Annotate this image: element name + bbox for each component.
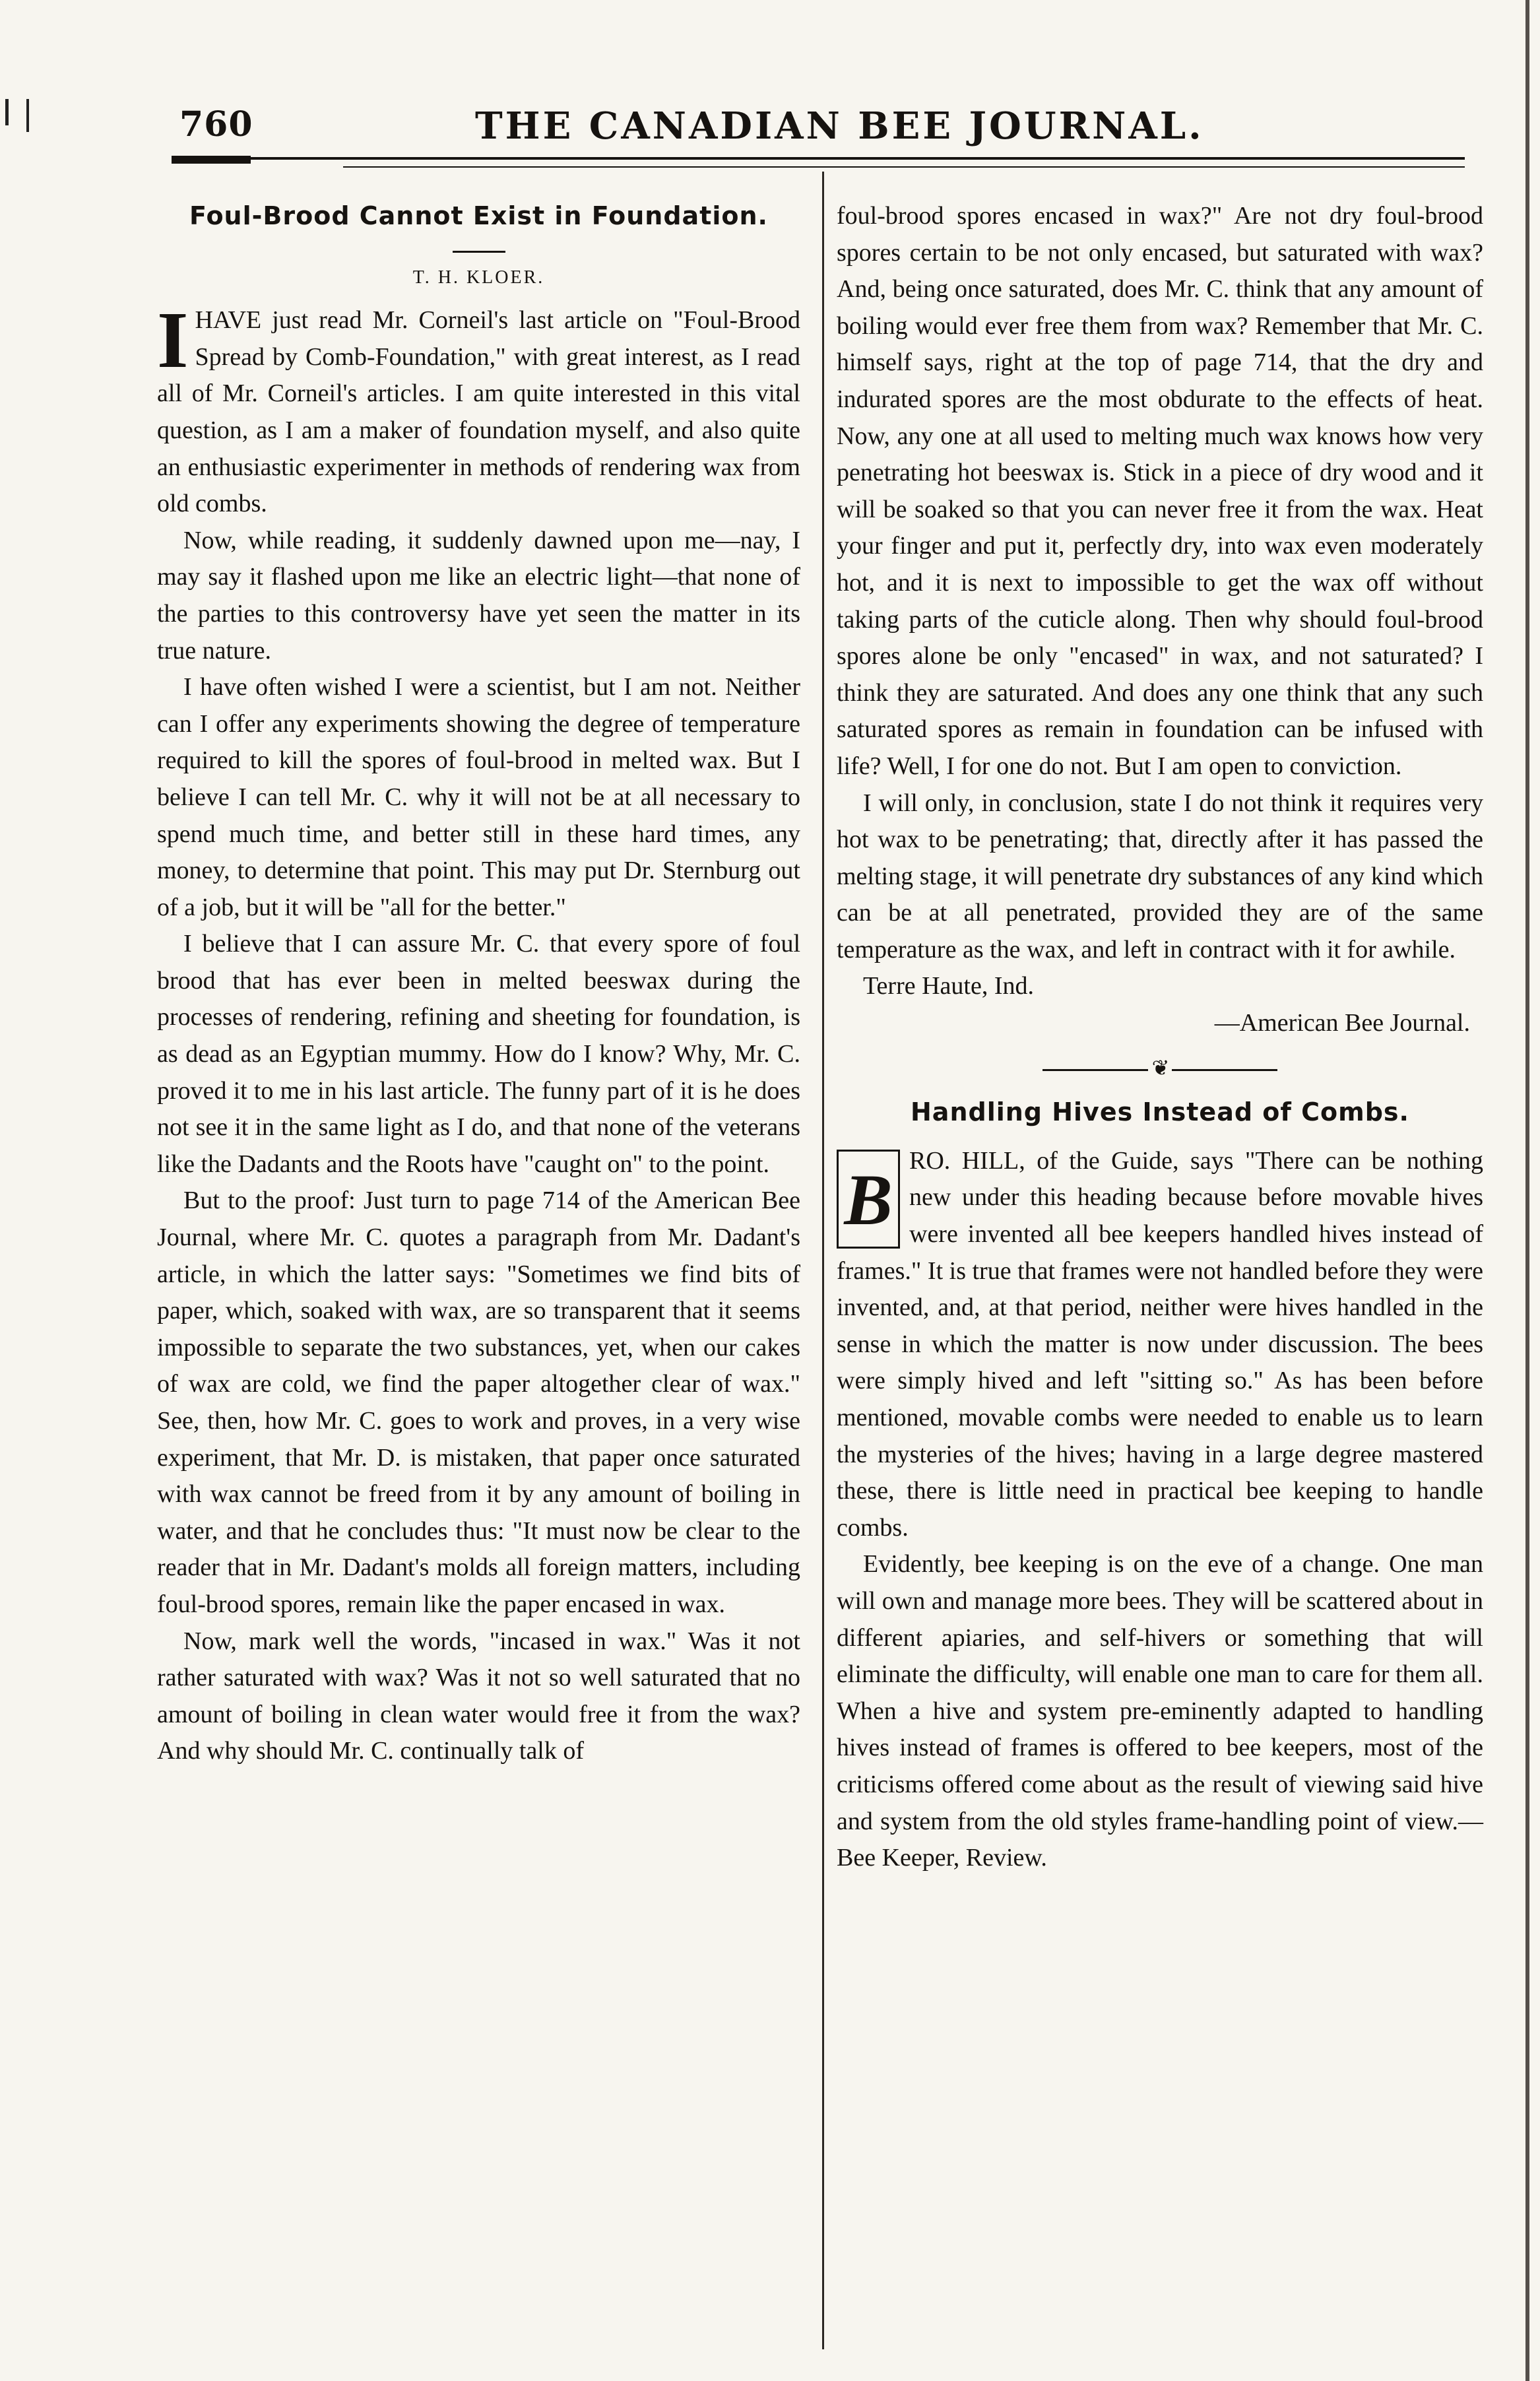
header-rule-heavy	[172, 156, 251, 164]
article-paragraph: IHAVE just read Mr. Corneil's last article on "Foul-Brood Spread by Comb-Foundation," with great interest, as I read all of Mr. Corneil's articles. I am quite interested in this vital question, as I am a maker of foundation myself, and also quite an enthusiastic experimenter in methods of rendering wax from old combs.	[157, 296, 800, 518]
margin-mark	[5, 99, 9, 125]
article-author: T. H. KLOER.	[412, 267, 545, 288]
article-paragraph: I have often wished I were a scientist, but I am not. Neither can I offer any experiments showing the degree of temperature required to kill the spores of foul-brood in melted wax. But I believe I can tell Mr. C. why it will not be at all necessary to spend much time, and better still in these hard times, any money, to determine that point. This may put Dr. Sternburg out of a job, but it will be "all for the better."	[157, 673, 800, 921]
title-rule	[453, 251, 505, 253]
drop-cap: I	[157, 296, 189, 385]
article-paragraph: But to the proof: Just turn to page 714 of the American Bee Journal, where Mr. C. quotes a paragraph from Mr. Dadant's article, in which the latter says: "Sometimes we find bits of paper, which, soaked with wax, are so transparent that it seems impossible to separate the two substances, yet, when our cakes of wax are cold, we find the paper altogether clear of wax." See, then, how Mr. C. goes to work and proves, in a very wise experiment, that Mr. D. is mistaken, that paper once saturated with wax cannot be freed from it by any amount of boiling in water, and that he concludes thus: "It must now be clear to the reader that in Mr. Dadant's molds all foreign matters, including foul-brood spores, remain like the paper encased in wax.	[157, 1187, 800, 1618]
left-column	[157, 198, 800, 1770]
header-rule	[172, 157, 1465, 160]
article-paragraph: foul-brood spores encased in wax?" Are not dry foul-brood spores certain to be not only encased, but saturated with wax? And, being once saturated, does Mr. C. think that any amount of boiling would ever free them from wax? Remember that Mr. C. himself says, right at the top of page 714, that the dry and indurated spores are the most obdurate to the effects of heat. Now, any one at all used to melting much wax knows how very penetrating hot beeswax is. Stick in a piece of dry wood and it will be soaked so that you can never free it from the wax. Heat your finger and put it, perfectly dry, into wax even moderately hot, and it is next to impossible to get the wax off without taking parts of the cuticle along. Then why should foul-brood spores alone be only "encased" in wax, and not saturated? I think they are saturated. And does any one think that any such saturated spores as remain in foundation can be infused with life? Well, I for one do not. But I am open to conviction.	[837, 202, 1483, 780]
margin-mark	[26, 99, 29, 132]
right-column	[837, 198, 1483, 1877]
article-paragraph: I believe that I can assure Mr. C. that every spore of foul brood that has ever been in melted beeswax during the processes of rendering, refining and sheeting for foundation, is as dead as an Egyptian mummy. How do I know? Why, Mr. C. proved it to me in his last article. The funny part of it is he does not see it in the same light as I do, and that none of the veterans like the Dadants and the Roots have "caught on" to the point.	[157, 930, 800, 1178]
article-source: —American Bee Journal.	[1214, 1009, 1470, 1037]
article-place: Terre Haute, Ind.	[863, 972, 1034, 1000]
journal-title: THE CANADIAN BEE JOURNAL.	[475, 104, 1204, 148]
page-number: 760	[179, 104, 253, 145]
page-header	[172, 99, 1465, 158]
article-title: Handling Hives Instead of Combs.	[911, 1097, 1409, 1127]
section-ornament: ❦	[837, 1050, 1483, 1087]
article-paragraph: Now, while reading, it suddenly dawned upon me—nay, I may say it flashed upon me like an electric light—that none of the parties to this controversy have yet seen the matter in its true nature.	[157, 526, 800, 665]
header-rule-thin	[343, 166, 1465, 168]
column-divider	[822, 172, 824, 2349]
article-paragraph: I will only, in conclusion, state I do not think it requires very hot wax to be penetrating; that, directly after it has passed the melting stage, it will penetrate dry substances of any kind which can be at all penetrated, provided they are of the same temperature as the wax, and left in contract with it for awhile.	[837, 789, 1483, 963]
article-paragraph: B RO. HILL, of the Guide, says "There can be nothing new under this heading because before movable hives were invented all bee keepers handled hives instead of frames." It is true that frames were not handled before they were invented, and, at that period, neither were hives handled in the sense in which the matter is now under discussion. The bees were simply hived and left "sitting so." As has been before mentioned, movable combs were needed to enable us to learn the mysteries of the hives; having in a large degree mastered these, there is little need in practical bee keeping to handle combs.	[837, 1146, 1483, 1542]
article-title: Foul-Brood Cannot Exist in Foundation.	[189, 201, 768, 230]
drop-cap: B	[837, 1150, 900, 1249]
article-paragraph: Evidently, bee keeping is on the eve of a change. One man will own and manage more bees. They will be scattered about in different apiaries, and self-hivers or something that will eliminate the difficulty, will enable one man to care for them all. When a hive and system pre-eminently adapted to handling hives instead of frames is offered to bee keepers, most of the criticisms offered come about as the result of viewing said hive and system from the old styles frame-handling point of view.—Bee Keeper, Review.	[837, 1550, 1483, 1872]
page-edge	[1525, 0, 1529, 2381]
article-paragraph: Now, mark well the words, "incased in wax." Was it not rather saturated with wax? Was it not so well saturated that no amount of boiling in clean water would free it from the wax? And why should Mr. C. continually talk of	[157, 1627, 800, 1765]
